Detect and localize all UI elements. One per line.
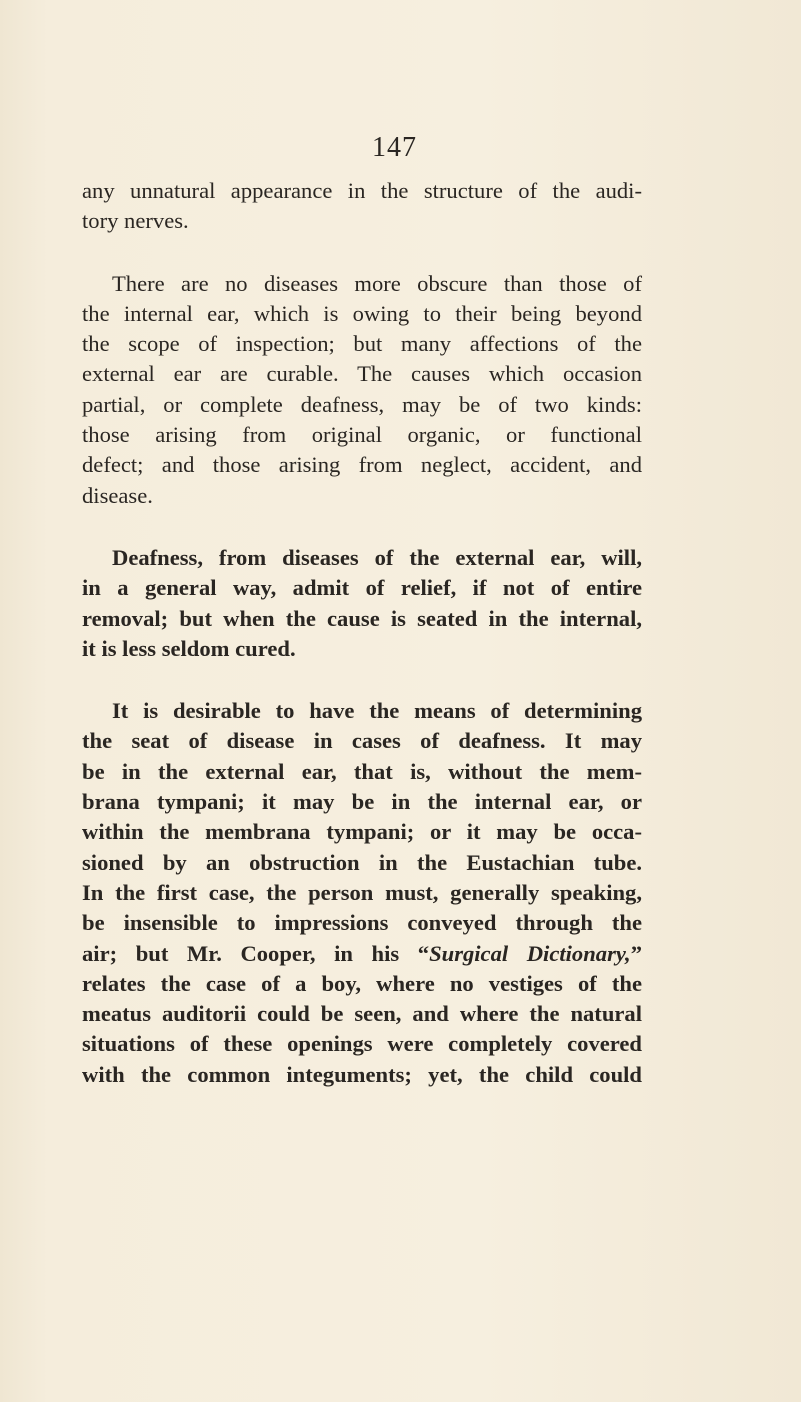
text-line: any unnatural appearance in the structure of the audi- (82, 178, 642, 203)
text-line-with-title (82, 939, 642, 969)
text-line: within the membrana tympani; or it may be occa- (82, 819, 642, 845)
text-line: be insensible to impressions conveyed through the (82, 910, 642, 936)
text-line: sioned by an obstruction in the Eustachian tube. (82, 849, 642, 875)
text-line: In the first case, the person must, generally speaking, (82, 879, 642, 905)
text-line: removal; but when the cause is seated in the internal, (82, 605, 642, 631)
page-number: 147 (372, 132, 417, 163)
paragraph-4 (82, 696, 642, 1090)
body-text (82, 176, 642, 1090)
text-fragment: ” (630, 940, 643, 966)
text-line: tory nerves. (82, 208, 189, 234)
paragraph-3 (82, 543, 642, 664)
text-line: relates the case of a boy, where no vestiges of the (82, 970, 642, 996)
text-line: be in the external ear, that is, without the mem- (82, 758, 642, 784)
text-line: situations of these openings were completely covered (82, 1031, 642, 1057)
paragraph-2 (82, 269, 642, 511)
text-line: it is less seldom cured. (82, 635, 296, 661)
text-line: the seat of disease in cases of deafness. It may (82, 728, 642, 754)
book-title: Surgical Dictionary, (429, 940, 631, 966)
text-line: defect; and those arising from neglect, accident, and (82, 452, 642, 478)
text-line: disease. (82, 482, 153, 508)
text-line: the scope of inspection; but many affections of the (82, 331, 642, 357)
text-line: in a general way, admit of relief, if not of entire (82, 575, 642, 601)
text-line: meatus auditorii could be seen, and where the natural (82, 1001, 642, 1027)
text-line: those arising from original organic, or functional (82, 422, 642, 448)
text-line: the internal ear, which is owing to their being beyond (82, 300, 642, 326)
paragraph-1 (82, 176, 642, 237)
text-line: external ear are curable. The causes which occasion (82, 361, 642, 387)
text-fragment: air; but Mr. Cooper, in his “ (82, 940, 430, 966)
text-line: with the common integuments; yet, the child could (82, 1061, 642, 1087)
text-line: There are no diseases more obscure than those of (112, 270, 642, 296)
text-line: partial, or complete deafness, may be of two kinds: (82, 391, 642, 417)
text-line: Deafness, from diseases of the external ear, will, (112, 544, 642, 570)
text-line: It is desirable to have the means of determining (112, 698, 642, 724)
text-line: brana tympani; it may be in the internal ear, or (82, 789, 642, 815)
